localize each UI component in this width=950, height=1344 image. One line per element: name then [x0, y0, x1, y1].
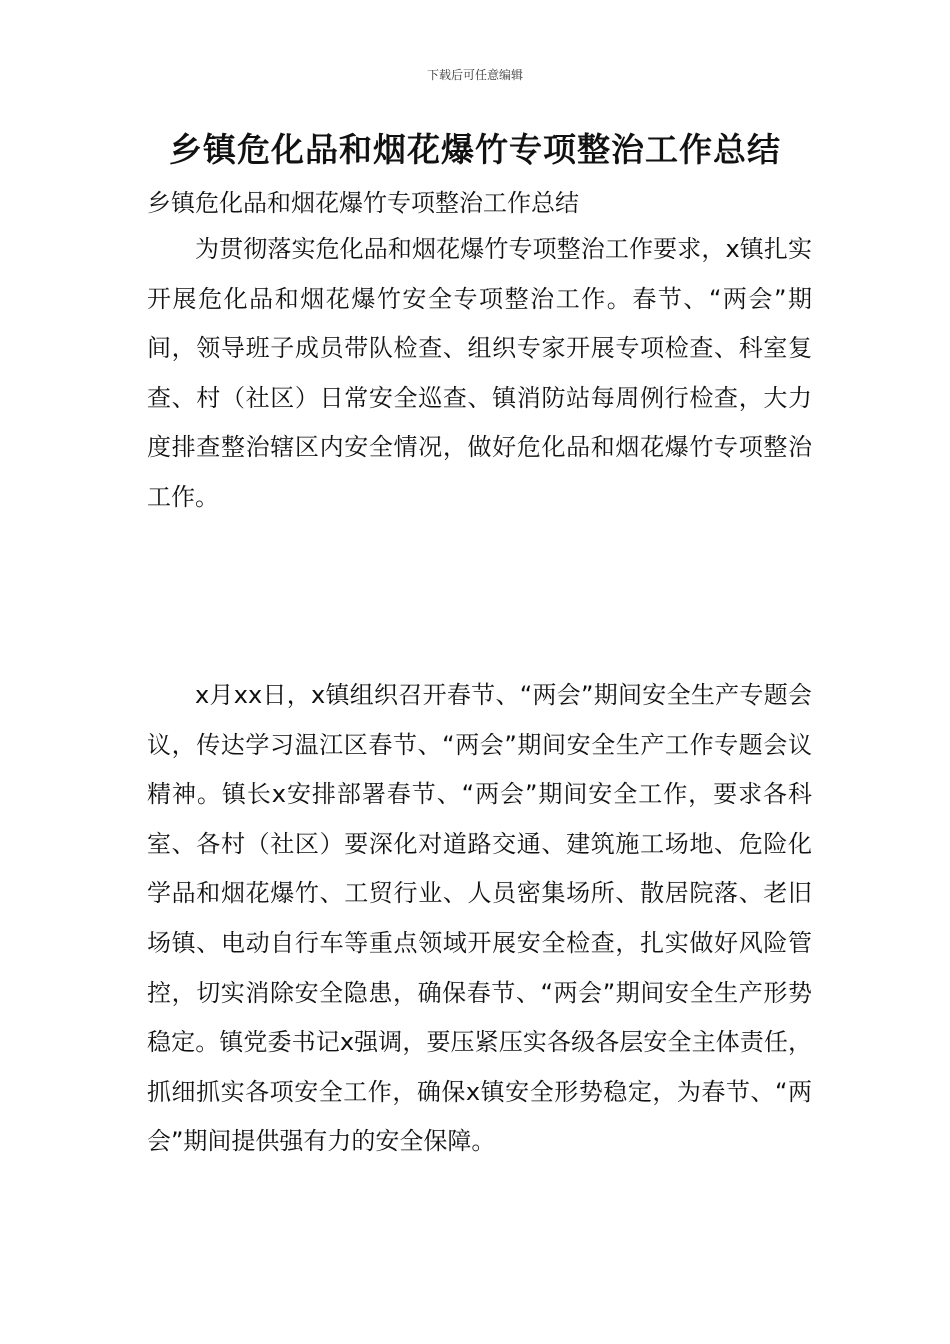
paragraph-2: x月xx日，x镇组织召开春节、“两会”期间安全生产专题会议，传达学习温江区春节、“两会”期间安全生产工作专题会议精神。镇长x安排部署春节、“两会”期间安全工作，要求各科室、各村（社区）要深化对道路交通、建筑施工场地、危险化学品和烟花爆竹、工贸行业、人员密集场所、散居院落、老旧场镇、电动自行车等重点领域开展安全检查，扎实做好风险管控，切实消除安全隐患，确保春节、“两会”期间安全生产形势稳定。镇党委书记x强调，要压紧压实各级各层安全主体责任，抓细抓实各项安全工作，确保x镇安全形势稳定，为春节、“两会”期间提供强有力的安全保障。 — [147, 681, 812, 1156]
document-subtitle: 乡镇危化品和烟花爆竹专项整治工作总结 — [147, 189, 579, 217]
document-title: 乡镇危化品和烟花爆竹专项整治工作总结 — [169, 130, 781, 169]
header-note: 下载后可任意编辑 — [426, 68, 523, 82]
paragraph-1: 为贯彻落实危化品和烟花爆竹专项整治工作要求，x镇扎实开展危化品和烟花爆竹安全专项整治工作。春节、“两会”期间，领导班子成员带队检查、组织专家开展专项检查、科室复查、村（社区）日常安全巡查、镇消防站每周例行检查，大力度排查整治辖区内安全情况，做好危化品和烟花爆竹专项整治工作。 — [147, 235, 812, 511]
